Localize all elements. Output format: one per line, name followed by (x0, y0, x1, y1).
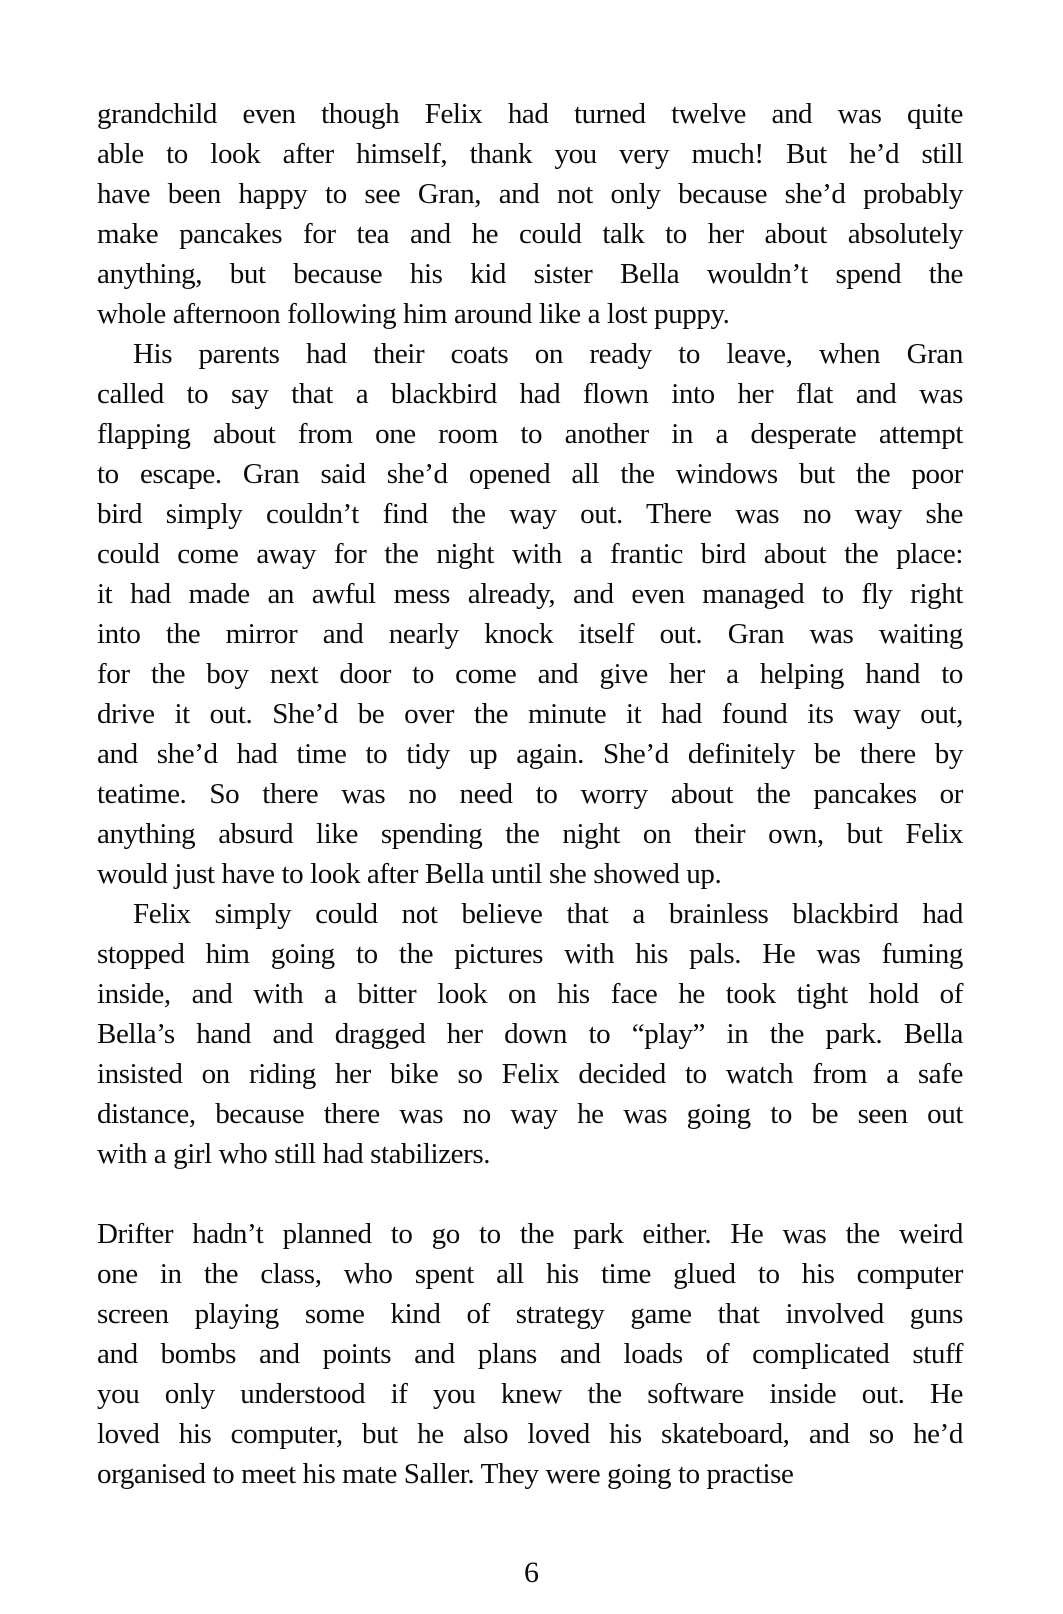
paragraph (97, 894, 963, 1174)
text-line: have been happy to see Gran, and not only because she’d probably (97, 178, 963, 210)
text-line: and bombs and points and plans and loads of complicated stuff (97, 1338, 963, 1370)
text-line: organised to meet his mate Saller. They were going to practise (97, 1458, 794, 1490)
page-number: 6 (524, 1556, 539, 1589)
text-line: screen playing some kind of strategy game that involved guns (97, 1298, 963, 1330)
text-line: Bella’s hand and dragged her down to “play” in the park. Bella (97, 1018, 963, 1050)
text-line: stopped him going to the pictures with his pals. He was fuming (97, 938, 963, 970)
text-line: anything, but because his kid sister Bella wouldn’t spend the (97, 258, 963, 290)
text-line: distance, because there was no way he was going to be seen out (97, 1098, 963, 1130)
text-line: grandchild even though Felix had turned twelve and was quite (97, 98, 963, 130)
text-line: to escape. Gran said she’d opened all the windows but the poor (97, 458, 963, 490)
text-line: loved his computer, but he also loved his skateboard, and so he’d (97, 1418, 963, 1450)
text-line: able to look after himself, thank you very much! But he’d still (97, 138, 963, 170)
text-line: insisted on riding her bike so Felix decided to watch from a safe (97, 1058, 963, 1090)
text-line: flapping about from one room to another in a desperate attempt (97, 418, 963, 450)
text-line: into the mirror and nearly knock itself out. Gran was waiting (97, 618, 963, 650)
text-line: drive it out. She’d be over the minute it had found its way out, (97, 698, 963, 730)
text-line: one in the class, who spent all his time glued to his computer (97, 1258, 963, 1290)
text-line: make pancakes for tea and he could talk to her about absolutely (97, 218, 963, 250)
paragraph (97, 94, 963, 334)
paragraph (97, 334, 963, 894)
text-line: you only understood if you knew the software inside out. He (97, 1378, 963, 1410)
text-line: anything absurd like spending the night on their own, but Felix (97, 818, 963, 850)
text-line: His parents had their coats on ready to leave, when Gran (133, 338, 963, 370)
text-line: it had made an awful mess already, and even managed to fly right (97, 578, 963, 610)
text-line: Drifter hadn’t planned to go to the park either. He was the weird (97, 1218, 963, 1250)
text-line: Felix simply could not believe that a brainless blackbird had (133, 898, 963, 930)
text-line: and she’d had time to tidy up again. She’d definitely be there by (97, 738, 963, 770)
page-text (97, 94, 963, 1494)
text-line: bird simply couldn’t find the way out. There was no way she (97, 498, 963, 530)
text-line: inside, and with a bitter look on his face he took tight hold of (97, 978, 963, 1010)
scene-break-spacer (97, 1174, 963, 1214)
text-line: could come away for the night with a frantic bird about the place: (97, 538, 963, 570)
text-line: with a girl who still had stabilizers. (97, 1138, 491, 1170)
text-line: teatime. So there was no need to worry about the pancakes or (97, 778, 963, 810)
paragraph (97, 1214, 963, 1494)
text-line: called to say that a blackbird had flown into her flat and was (97, 378, 963, 410)
text-line: would just have to look after Bella until she showed up. (97, 858, 722, 890)
text-line: whole afternoon following him around like a lost puppy. (97, 298, 730, 330)
text-line: for the boy next door to come and give her a helping hand to (97, 658, 963, 690)
